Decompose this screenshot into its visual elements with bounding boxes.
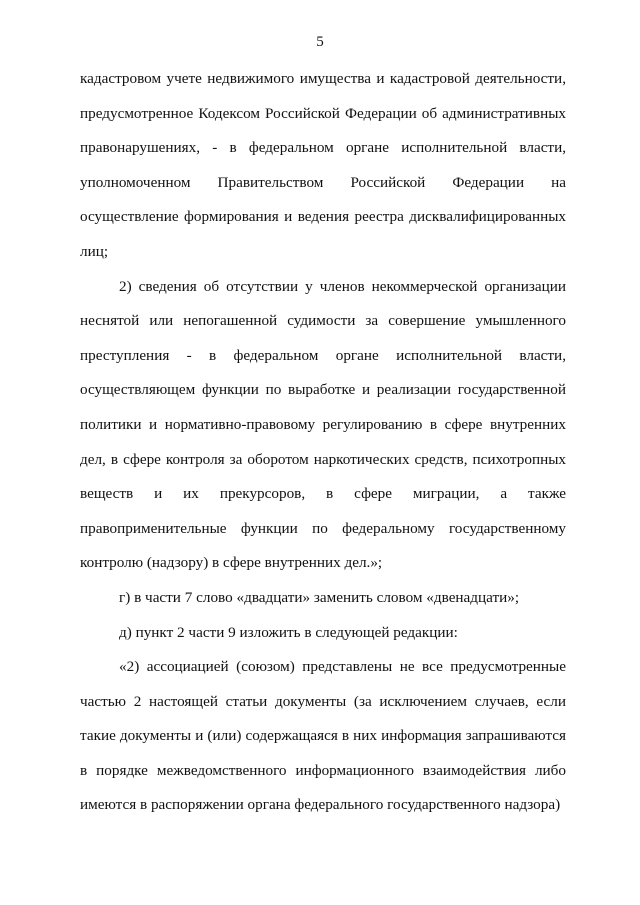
text-line: осуществляющем функции по выработке и реализации государственной <box>80 381 566 399</box>
text-line: предусмотренное Кодексом Российской Федерации об административных <box>80 104 566 122</box>
text-line: 2) сведения об отсутствии у членов некоммерческой организации <box>119 277 566 295</box>
page-number: 5 <box>316 34 324 50</box>
text-line: дел, в сфере контроля за оборотом наркотических средств, психотропных <box>80 450 566 468</box>
text-line: правонарушениях, - в федеральном органе исполнительной власти, <box>80 139 566 157</box>
text-line: имеются в распоряжении органа федерального государственного надзора) <box>80 796 561 814</box>
text-line: частью 2 настоящей статьи документы (за исключением случаев, если <box>80 692 566 710</box>
text-line: д) пункт 2 части 9 изложить в следующей редакции: <box>119 623 458 641</box>
paragraph <box>80 616 566 651</box>
text-line: веществ и их прекурсоров, в сфере миграции, а также <box>80 485 566 503</box>
paragraph <box>80 62 566 270</box>
paragraph <box>80 650 566 823</box>
text-line: контролю (надзору) в сфере внутренних дел.»; <box>80 554 383 572</box>
text-line: правоприменительные функции по федеральному государственному <box>80 519 566 537</box>
paragraph <box>80 270 566 581</box>
text-line: уполномоченном Правительством Российской Федерации на <box>80 173 566 191</box>
text-line: лиц; <box>80 242 109 260</box>
text-line: преступления - в федеральном органе исполнительной власти, <box>80 346 566 364</box>
text-line: «2) ассоциацией (союзом) представлены не все предусмотренные <box>119 658 566 676</box>
document-body <box>80 62 566 823</box>
text-line: политики и нормативно-правовому регулированию в сфере внутренних <box>80 415 566 433</box>
text-line: в порядке межведомственного информационного взаимодействия либо <box>80 761 566 779</box>
text-line: г) в части 7 слово «двадцати» заменить словом «двенадцати»; <box>119 588 520 606</box>
paragraph <box>80 581 566 616</box>
text-line: неснятой или непогашенной судимости за совершение умышленного <box>80 312 566 330</box>
text-line: кадастровом учете недвижимого имущества и кадастровой деятельности, <box>80 70 566 87</box>
text-line: такие документы и (или) содержащаяся в них информация запрашиваются <box>80 727 566 745</box>
text-line: осуществление формирования и ведения реестра дисквалифицированных <box>80 208 566 226</box>
